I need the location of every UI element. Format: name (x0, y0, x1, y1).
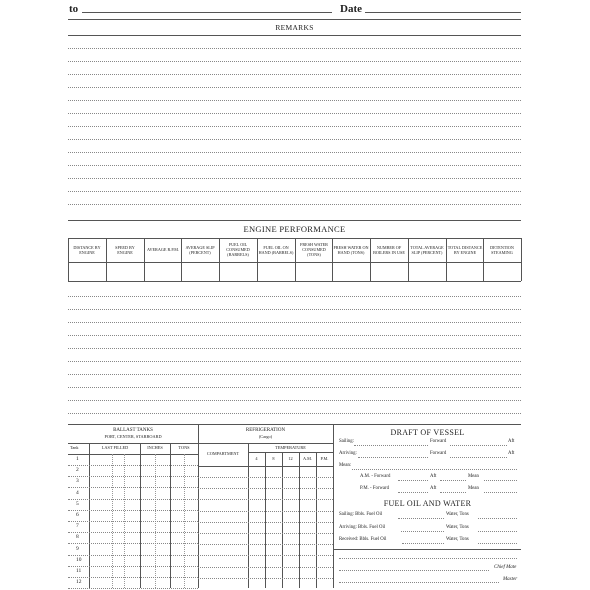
ballast-col-inches: INCHES (147, 445, 163, 450)
draft-am-aft: Aft (430, 474, 437, 479)
engine-value-cell[interactable] (69, 263, 105, 280)
to-label: to (69, 3, 79, 15)
signature-line-1[interactable] (339, 558, 517, 559)
fuel-sailing-water-field[interactable] (478, 518, 517, 519)
draft-title: DRAFT OF VESSEL (390, 428, 465, 437)
fuel-arriving-label: Arriving: Bbls. Fuel Oil (339, 525, 386, 530)
ballast-tank-number: 7 (76, 523, 79, 529)
fuel-received-water: Water, Tons (446, 537, 469, 542)
ballast-tank-number: 6 (76, 512, 79, 518)
remarks-title: REMARKS (275, 23, 314, 32)
fuel-sailing-water: Water, Tons (446, 512, 469, 517)
ballast-tank-number: 4 (76, 490, 79, 496)
refrig-row-line[interactable] (198, 488, 333, 489)
draft-am-forward-field[interactable] (398, 480, 428, 481)
ballast-row-line[interactable] (68, 588, 198, 589)
engine-remark-line[interactable] (68, 413, 521, 414)
signature-rule (333, 549, 521, 550)
remarks-rule (68, 35, 521, 36)
engine-col-header: NUMBER OF BOILERS IN USE (373, 244, 405, 255)
ballast-tank-number: 11 (76, 568, 82, 574)
engine-value-cell[interactable] (484, 263, 520, 280)
date-field[interactable] (365, 12, 521, 13)
remarks-bottom-rule (68, 220, 521, 221)
ballast-row-line[interactable] (68, 532, 198, 533)
remarks-line[interactable] (68, 113, 521, 114)
draft-mean-field[interactable] (352, 469, 517, 470)
refrig-temp-col-header: A.M. (302, 456, 313, 461)
refrig-row-line[interactable] (198, 477, 333, 478)
refrig-col-temperature: TEMPERATURE (275, 445, 306, 450)
refrig-temp-col-header: P.M. (320, 456, 329, 461)
draft-am-mean: Mean (468, 474, 479, 479)
refrig-row-line[interactable] (198, 533, 333, 534)
ballast-row-line[interactable] (68, 555, 198, 556)
refrig-row-line[interactable] (198, 522, 333, 523)
ballast-col-tons: TONS (178, 445, 190, 450)
draft-sailing-forward: Forward (430, 439, 447, 444)
remarks-line[interactable] (68, 165, 521, 166)
engine-remark-line[interactable] (68, 322, 521, 323)
ballast-tank-number: 2 (76, 467, 79, 473)
engine-remark-line[interactable] (68, 348, 521, 349)
draft-am-aft-field[interactable] (440, 480, 466, 481)
engine-value-cell[interactable] (333, 263, 369, 280)
remarks-line[interactable] (68, 74, 521, 75)
refrig-title: REFRIGERATION (245, 428, 286, 433)
engine-col-header: FRESH WATER CONSUMED (TONS) (300, 242, 328, 257)
engine-col-header: TOTAL DISTANCE BY ENGINE (447, 244, 483, 255)
remarks-line[interactable] (68, 48, 521, 49)
engine-col-header: DETENTION STEAMING (490, 244, 514, 255)
ballast-row-line[interactable] (68, 566, 198, 567)
refrig-row-line[interactable] (198, 555, 333, 556)
refrig-temp-col-header: 8 (272, 456, 275, 461)
remarks-line[interactable] (68, 61, 521, 62)
remarks-line[interactable] (68, 191, 521, 192)
ballast-row-line[interactable] (68, 487, 198, 488)
engine-col-header: FRESH WATER ON HAND (TONS) (333, 244, 369, 255)
remarks-line[interactable] (68, 126, 521, 127)
refrig-row-line[interactable] (198, 567, 333, 568)
refrig-subtitle: (Cargo) (258, 434, 273, 439)
master-line[interactable] (339, 582, 499, 583)
remarks-line[interactable] (68, 204, 521, 205)
ballast-subtitle: PORT, CENTER, STARBOARD (104, 434, 162, 439)
engine-value-cell[interactable] (296, 263, 332, 280)
fuel-received-water-field[interactable] (478, 543, 517, 544)
draft-sailing-field[interactable] (354, 445, 428, 446)
divider-ballast (198, 424, 199, 588)
engine-value-cell[interactable] (409, 263, 445, 280)
draft-sailing-forward-field[interactable] (450, 445, 507, 446)
ballast-row-line[interactable] (68, 577, 198, 578)
draft-arriving-aft: Aft (508, 451, 515, 456)
ballast-tank-number: 9 (76, 546, 79, 552)
draft-arriving-forward: Forward (430, 451, 447, 456)
draft-pm-aft: Aft (430, 486, 437, 491)
ballast-row-line[interactable] (68, 465, 198, 466)
draft-am-mean-field[interactable] (484, 480, 517, 481)
ballast-row-line[interactable] (68, 499, 198, 500)
remarks-line[interactable] (68, 87, 521, 88)
draft-pm-mean: Mean (468, 486, 479, 491)
engine-value-cell[interactable] (145, 263, 181, 280)
draft-arriving-forward-field[interactable] (450, 457, 507, 458)
ballast-title: BALLAST TANKS (113, 428, 153, 433)
fuel-sailing-field[interactable] (398, 518, 444, 519)
fuel-arriving-water-field[interactable] (478, 531, 517, 532)
ballast-row-line[interactable] (68, 543, 198, 544)
ballast-tank-number: 3 (76, 478, 79, 484)
engine-col-header: AVERAGE SLIP (PERCENT) (185, 244, 215, 255)
engine-remark-line[interactable] (68, 361, 521, 362)
ballast-col-tank: Tank (70, 445, 79, 450)
engine-col-header: AVERAGE R.P.M. (146, 247, 180, 253)
remarks-line[interactable] (68, 100, 521, 101)
engine-col-header: SPEED BY ENGINE (115, 244, 135, 255)
ballast-row-line[interactable] (68, 521, 198, 522)
engine-remark-line[interactable] (68, 335, 521, 336)
draft-am-forward: A.M. - Forward (360, 474, 391, 479)
date-label: Date (340, 3, 362, 15)
chief-mate-label: Chief Mate (494, 565, 517, 570)
refrig-temp-col-header: 4 (255, 456, 258, 461)
engine-remark-line[interactable] (68, 387, 521, 388)
draft-mean-label: Mean: (339, 463, 352, 468)
draft-pm-aft-field[interactable] (440, 492, 466, 493)
engine-value-cell[interactable] (258, 263, 294, 280)
ballast-tank-number: 12 (76, 579, 82, 585)
ballast-row-line[interactable] (68, 476, 198, 477)
ballast-tank-number: 1 (76, 456, 79, 462)
ballast-tank-number: 8 (76, 534, 79, 540)
engine-value-cell[interactable] (371, 263, 407, 280)
engine-value-cell[interactable] (447, 263, 483, 280)
remarks-line[interactable] (68, 139, 521, 140)
fuel-sailing-label: Sailing: Bbls. Fuel Oil (339, 512, 383, 517)
remarks-line[interactable] (68, 178, 521, 179)
engine-remark-line[interactable] (68, 400, 521, 401)
ballast-col-last-filled: LAST FILLED (101, 445, 129, 450)
bottom-section-rule (68, 424, 521, 425)
draft-sailing-label: Sailing: (339, 439, 354, 444)
fuel-arriving-field[interactable] (401, 531, 444, 532)
ballast-tank-number: 10 (76, 557, 82, 563)
engine-remark-line[interactable] (68, 296, 521, 297)
refrig-row-line[interactable] (198, 544, 333, 545)
refrig-col-compartment: COMPARTMENT (206, 451, 240, 456)
engine-value-cell[interactable] (107, 263, 143, 280)
fuel-arriving-water: Water, Tons (446, 525, 469, 530)
draft-arriving-field[interactable] (358, 457, 428, 458)
refrig-row-line[interactable] (198, 578, 333, 579)
draft-pm-forward: P.M. - Forward (360, 486, 390, 491)
fuel-received-field[interactable] (402, 543, 444, 544)
draft-pm-mean-field[interactable] (484, 492, 517, 493)
chief-mate-line[interactable] (339, 570, 489, 571)
engine-col-header: TOTAL AVERAGE SLIP (PERCENT) (410, 244, 444, 255)
engine-remark-line[interactable] (68, 374, 521, 375)
master-label: Master (503, 577, 518, 582)
fuel-title: FUEL OIL AND WATER (383, 499, 472, 508)
fuel-received-label: Received: Bbls. Fuel Oil (339, 537, 387, 542)
remarks-line[interactable] (68, 152, 521, 153)
ballast-row-line[interactable] (68, 510, 198, 511)
engine-remark-line[interactable] (68, 309, 521, 310)
engine-value-cell[interactable] (220, 263, 256, 280)
engine-value-cell[interactable] (182, 263, 218, 280)
draft-pm-forward-field[interactable] (398, 492, 428, 493)
engine-col-header: FUEL OIL ON HAND (BARRELS) (258, 244, 294, 255)
ballast-tank-number: 5 (76, 501, 79, 507)
engine-title: ENGINE PERFORMANCE (243, 224, 346, 234)
draft-arriving-label: Arriving: (339, 451, 357, 456)
top-rule (68, 19, 521, 20)
engine-col-header: DISTANCE BY ENGINE (73, 244, 101, 255)
refrig-row-line[interactable] (198, 499, 333, 500)
draft-sailing-aft: Aft (508, 439, 515, 444)
refrig-row-line[interactable] (198, 511, 333, 512)
engine-col-header: FUEL OIL CONSUMED (BARRELS) (226, 242, 250, 257)
refrig-temp-col-header: 12 (288, 456, 293, 461)
to-field[interactable] (82, 12, 332, 13)
